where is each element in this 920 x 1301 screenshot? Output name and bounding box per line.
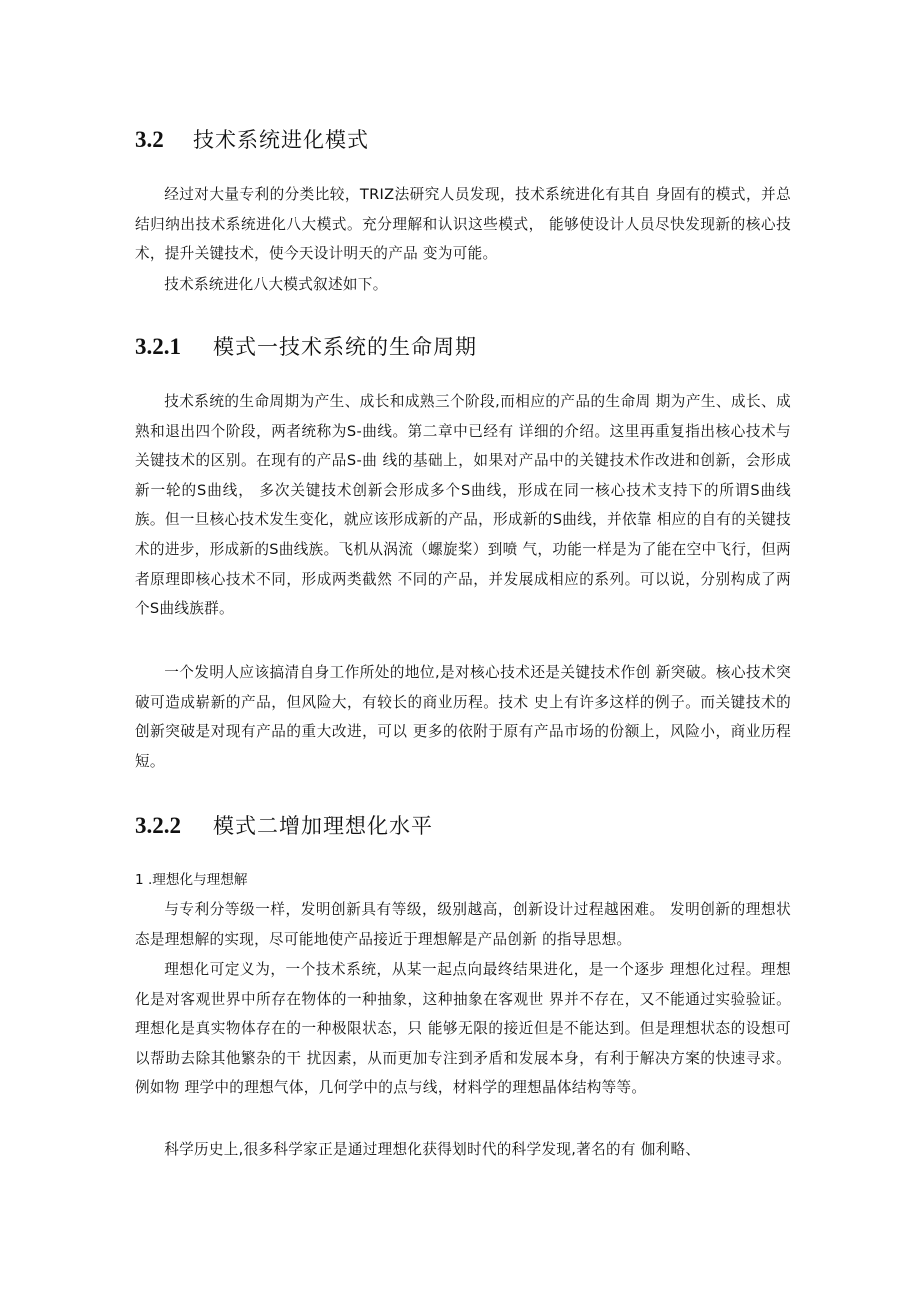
section-heading-3-2-2 bbox=[135, 812, 433, 841]
paragraph-intro: 经过对大量专利的分类比较，TRIZ法研究人员发现，技术系统进化有其自 身固有的模式，并总结归纳出技术系统进化八大模式。充分理解和认识这些模式， 能够使设计人员尽快发现新的核心技术，提升关键技术，使今天设计明天的产品 变为可能。 bbox=[135, 186, 791, 263]
paragraph-life-cycle: 技术系统的生命周期为产生、成长和成熟三个阶段,而相应的产品的生命周 期为产生、成长、成熟和退出四个阶段，两者统称为S-曲线。第二章中已经有 详细的介绍。这里再重复指出核心技术与关键技术的区别。在现有的产品S-曲 线的基础上，如果对产品中的关键技术作改进和创新，会形成新一轮的S曲线， 多次关键技术创新会形成多个S曲线，形成在同一核心技术支持下的所谓S曲线 族。但一旦核心技术发生变化，就应该形成新的产品，形成新的S曲线，并依靠 相应的自有的关键技术的进步，形成新的S曲线族。飞机从涡流（螺旋桨）到喷 气，功能一样是为了能在空中飞行，但两者原理即核心技术不同，形成两类截然 不同的产品，并发展成相应的系列。可以说，分别构成了两个S曲线族群。 bbox=[135, 393, 791, 618]
section-title: 模式一技术系统的生命周期 bbox=[213, 335, 477, 359]
section-title: 技术系统进化模式 bbox=[193, 128, 369, 152]
section-heading-3-2-1 bbox=[135, 333, 477, 362]
section-heading-3-2 bbox=[135, 126, 369, 155]
paragraph-intro-summary: 技术系统进化八大模式叙述如下。 bbox=[164, 276, 388, 293]
section-number: 3.2 bbox=[135, 127, 164, 152]
section-number: 3.2.2 bbox=[135, 813, 181, 838]
paragraph-idealization: 理想化可定义为，一个技术系统，从某一起点向最终结果进化，是一个逐步 理想化过程。理想化是对客观世界中所存在物体的一种抽象，这种抽象在客观世 界并不存在，又不能通过实验验证。理想化是真实物体存在的一种极限状态，只 能够无限的接近但是不能达到。但是理想状态的设想可以帮助去除其他繁杂的干 扰因素，从而更加专注到矛盾和发展本身，有利于解决方案的快速寻求。例如物 理学中的理想气体，几何学中的点与线，材料学的理想晶体结构等等。 bbox=[135, 961, 791, 1097]
section-number: 3.2.1 bbox=[135, 334, 181, 359]
paragraph-inventor-position: 一个发明人应该搞清自身工作所处的地位,是对核心技术还是关键技术作创 新突破。核心技术突破可造成崭新的产品，但风险大，有较长的商业历程。技术 史上有许多这样的例子。而关键技术的创新突破是对现有产品的重大改进，可以 更多的依附于原有产品市场的份额上，风险小，商业历程短。 bbox=[135, 664, 791, 770]
paragraph-scientific-history: 科学历史上,很多科学家正是通过理想化获得划时代的科学发现,著名的有 伽利略、 bbox=[164, 1141, 701, 1158]
paragraph-invention-grade: 与专利分等级一样，发明创新具有等级，级别越高，创新设计过程越困难。 发明创新的理想状态是理想解的实现，尽可能地使产品接近于理想解是产品创新 的指导思想。 bbox=[135, 901, 791, 948]
section-title: 模式二增加理想化水平 bbox=[213, 814, 433, 838]
list-item-label: 1 .理想化与理想解 bbox=[135, 872, 248, 888]
